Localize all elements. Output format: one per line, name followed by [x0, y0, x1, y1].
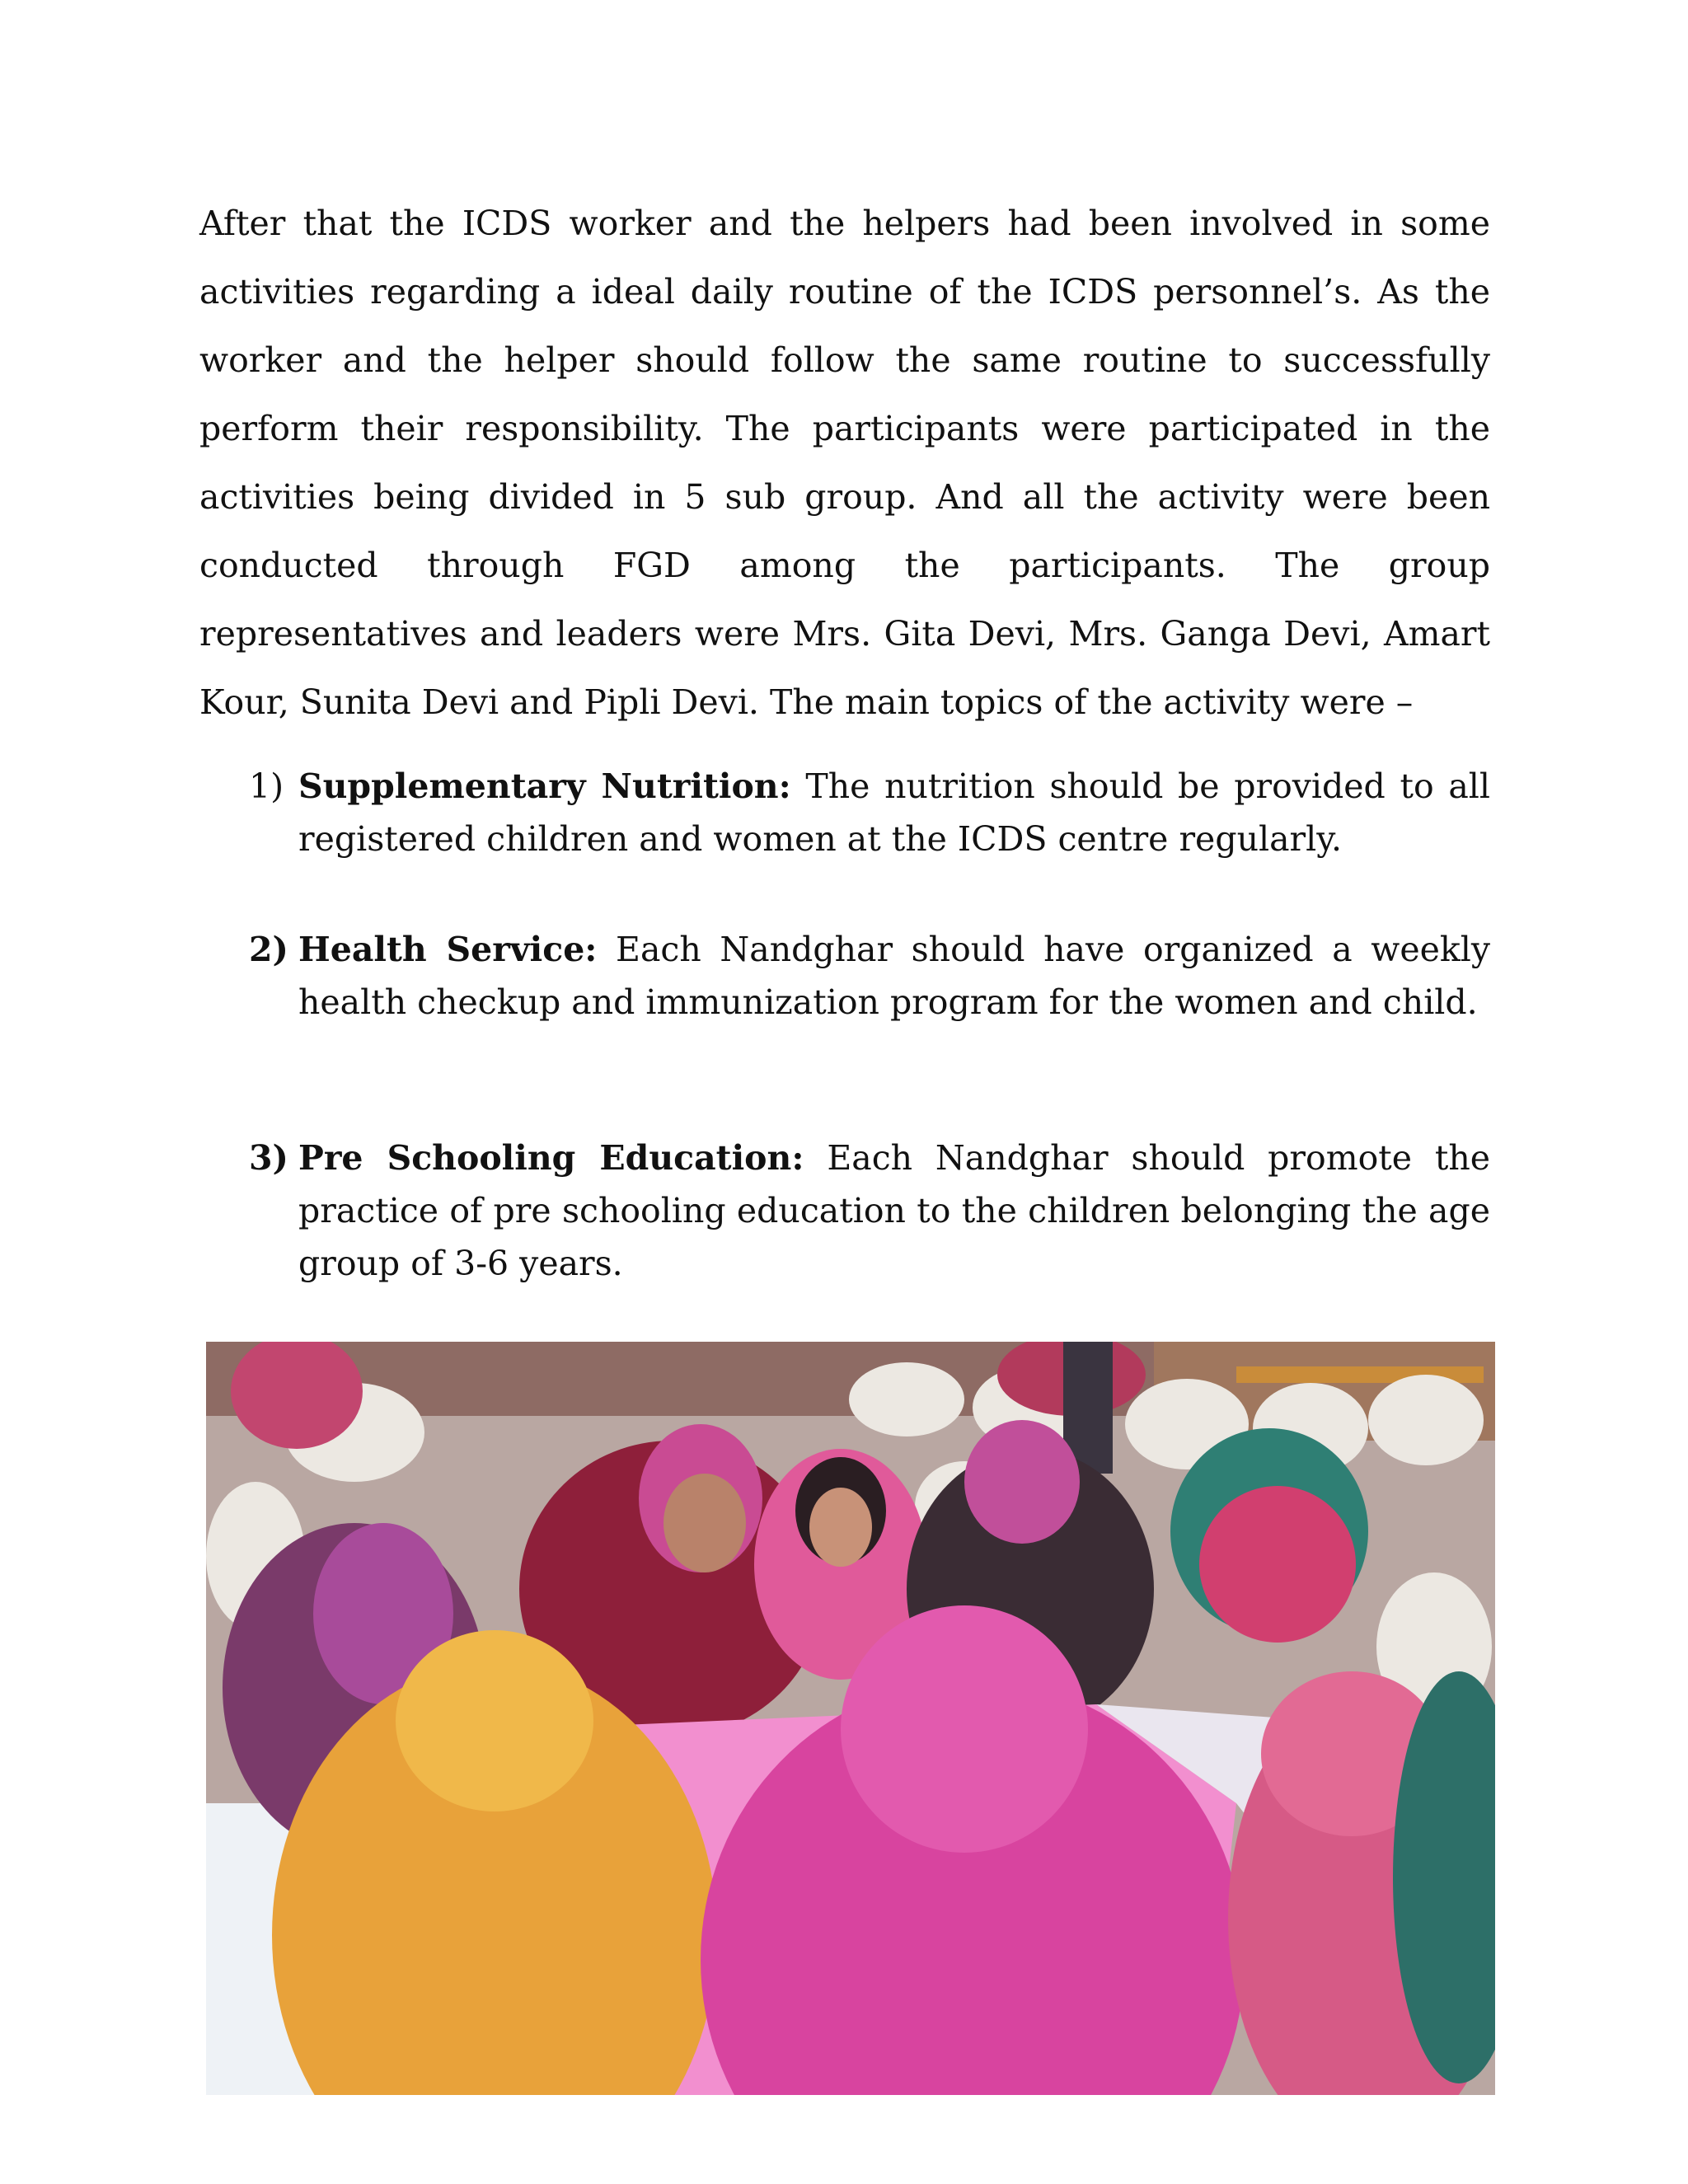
list-item-body — [298, 923, 1490, 1029]
group-discussion-photo — [206, 1342, 1495, 2095]
list-item-body — [298, 1132, 1490, 1290]
list-item-body — [298, 760, 1490, 865]
list-item — [199, 760, 1490, 865]
list-item-heading: Health Service: — [298, 930, 598, 969]
list-item-heading: Supplementary Nutrition: — [298, 766, 791, 806]
list-number: 3) — [249, 1138, 288, 1178]
list-number: 2) — [249, 930, 288, 969]
photo-illustration — [206, 1342, 1495, 2095]
list-item — [199, 1132, 1490, 1290]
list-item-heading: Pre Schooling Education: — [298, 1138, 804, 1178]
body-paragraph: After that the ICDS worker and the helpers had been involved in some activities regarding a ideal daily routine of the ICDS personnel’s. As the worker and the helper should follow the same routine to successfully perform their responsibility. The participants were participated in the activities being divided in 5 sub group. And all the activity were been conducted through FGD among the participants. The group representatives and leaders were Mrs. Gita Devi, Mrs. Ganga Devi, Amart Kour, Sunita Devi and Pipli Devi. The main topics of the activity were – — [199, 204, 1490, 722]
list-item-text: Each Nandghar should promote the practice of pre schooling education to the children belonging the age group of 3-6 years. — [298, 1138, 1490, 1283]
list-item-text: Each Nandghar should have organized a weekly health checkup and immunization program for the women and child. — [298, 930, 1490, 1022]
list-item — [199, 923, 1490, 1029]
list-number: 1) — [249, 766, 284, 806]
list-item-text: The nutrition should be provided to all registered children and women at the ICDS centre regularly. — [298, 766, 1490, 859]
